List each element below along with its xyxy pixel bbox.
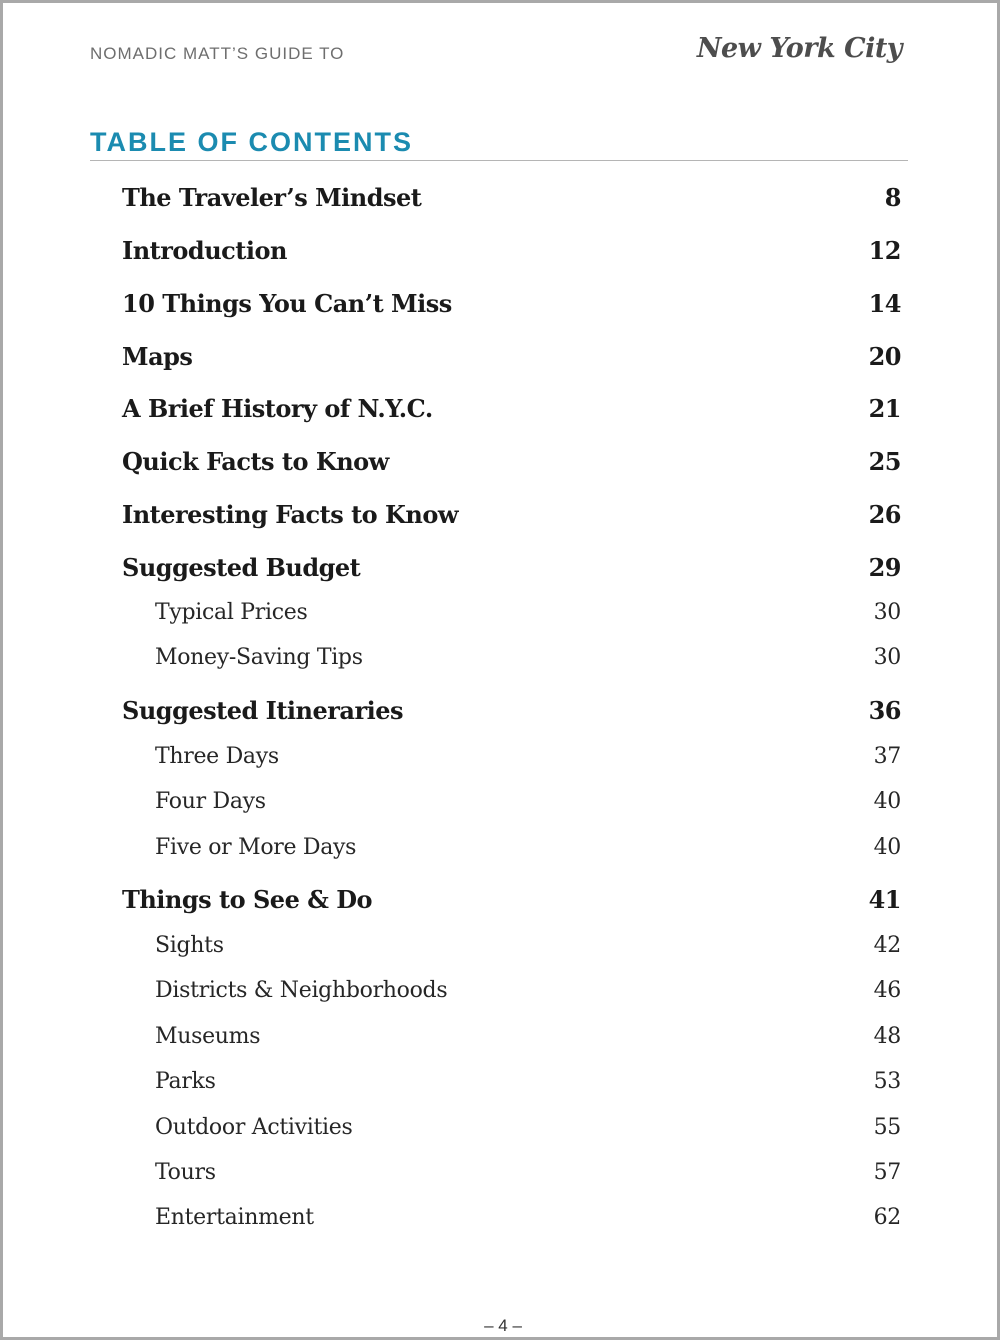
toc-entry-page: 29 — [868, 553, 901, 582]
toc-subentry-page: 46 — [873, 978, 901, 1003]
toc-entry[interactable] — [122, 885, 901, 914]
toc-entry-label: Suggested Itineraries — [122, 696, 404, 725]
toc-entry-label: The Traveler’s Mindset — [122, 183, 422, 212]
toc-subentry[interactable] — [155, 1205, 901, 1230]
toc-subentry-label: Typical Prices — [155, 600, 308, 625]
toc-heading: TABLE OF CONTENTS — [90, 127, 413, 157]
toc-subentry-page: 30 — [873, 645, 901, 670]
toc-subentry-label: Entertainment — [155, 1205, 314, 1230]
toc-subentry[interactable] — [155, 1160, 901, 1185]
toc-entry-page: 26 — [868, 500, 901, 529]
toc-entry-page: 14 — [868, 289, 901, 318]
toc-subentry-page: 37 — [873, 744, 901, 769]
toc-subentry[interactable] — [155, 978, 901, 1003]
toc-entry-label: Interesting Facts to Know — [122, 500, 459, 529]
toc-subentry-page: 57 — [873, 1160, 901, 1185]
toc-entry[interactable] — [122, 183, 901, 212]
toc-subentry-page: 53 — [873, 1069, 901, 1094]
toc-entry-label: Quick Facts to Know — [122, 447, 389, 476]
toc-subentry-label: Four Days — [155, 789, 266, 814]
toc-entry-page: 36 — [868, 696, 901, 725]
toc-entry-page: 41 — [868, 885, 901, 914]
toc-subentry-label: Three Days — [155, 744, 279, 769]
toc-subentry-page: 62 — [873, 1205, 901, 1230]
toc-subentry-label: Tours — [155, 1160, 216, 1185]
toc-entry[interactable] — [122, 342, 901, 371]
toc-subentry[interactable] — [155, 1069, 901, 1094]
toc-subentry[interactable] — [155, 600, 901, 625]
toc-subentry-page: 55 — [873, 1115, 901, 1140]
guide-series-label: NOMADIC MATT’S GUIDE TO — [90, 44, 345, 63]
toc-entry-page: 12 — [868, 236, 901, 265]
toc-entry[interactable] — [122, 500, 901, 529]
toc-entry[interactable] — [122, 394, 901, 423]
toc-entry[interactable] — [122, 236, 901, 265]
toc-entry-page: 20 — [868, 342, 901, 371]
toc-entry[interactable] — [122, 447, 901, 476]
toc-subentry-label: Parks — [155, 1069, 216, 1094]
toc-entry-label: Maps — [122, 342, 193, 371]
toc-subentry-label: Money-Saving Tips — [155, 645, 363, 670]
toc-subentry-label: Districts & Neighborhoods — [155, 978, 448, 1003]
toc-subentry-page: 48 — [873, 1024, 901, 1049]
page-number: – 4 – — [484, 1316, 522, 1335]
toc-subentry-label: Outdoor Activities — [155, 1115, 353, 1140]
toc-subentry[interactable] — [155, 744, 901, 769]
toc-divider — [90, 160, 908, 161]
toc-entry-label: 10 Things You Can’t Miss — [122, 289, 452, 318]
toc-entry[interactable] — [122, 696, 901, 725]
toc-subentry-label: Five or More Days — [155, 835, 357, 860]
toc-subentry-page: 30 — [873, 600, 901, 625]
toc-subentry[interactable] — [155, 1024, 901, 1049]
toc-subentry[interactable] — [155, 789, 901, 814]
city-title: New York City — [696, 33, 902, 64]
toc-entry-label: Things to See & Do — [122, 885, 373, 914]
toc-entry[interactable] — [122, 289, 901, 318]
toc-entry-label: A Brief History of N.Y.C. — [122, 394, 433, 423]
toc-subentry[interactable] — [155, 1115, 901, 1140]
toc-entry-page: 8 — [884, 183, 901, 212]
toc-subentry-label: Museums — [155, 1024, 261, 1049]
toc-subentry[interactable] — [155, 933, 901, 958]
toc-subentry-page: 42 — [873, 933, 901, 958]
toc-entry-label: Introduction — [122, 236, 287, 265]
toc-entry-page: 25 — [868, 447, 901, 476]
toc-entry-page: 21 — [868, 394, 901, 423]
toc-entry[interactable] — [122, 553, 901, 582]
toc-subentry[interactable] — [155, 645, 901, 670]
toc-subentry[interactable] — [155, 835, 901, 860]
toc-entry-label: Suggested Budget — [122, 553, 361, 582]
toc-subentry-page: 40 — [873, 789, 901, 814]
toc-subentry-label: Sights — [155, 933, 224, 958]
toc-subentry-page: 40 — [873, 835, 901, 860]
